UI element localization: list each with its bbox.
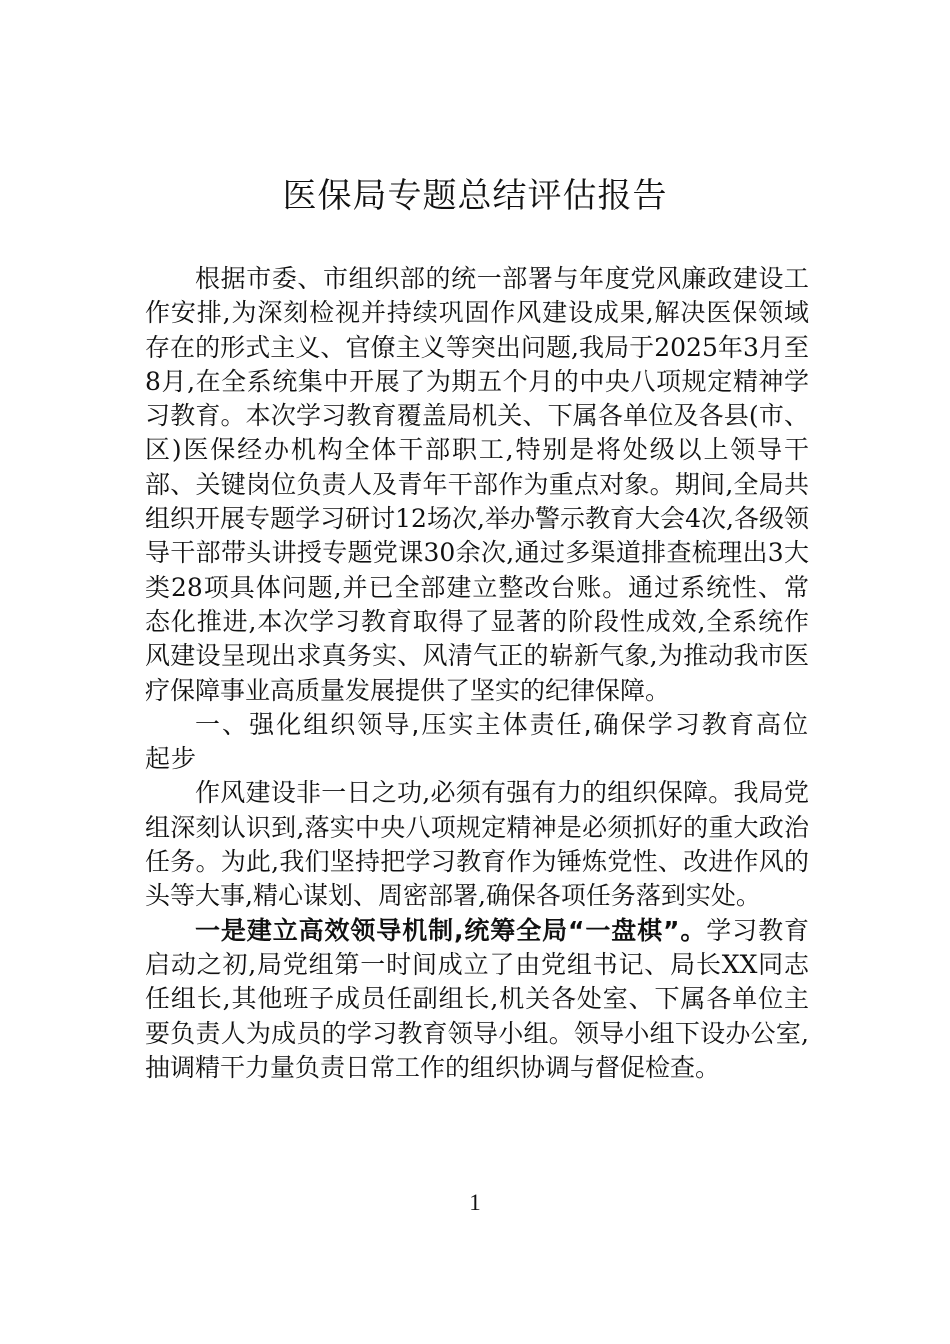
section-heading-1: 一、强化组织领导,压实主体责任,确保学习教育高位起步 bbox=[145, 709, 809, 774]
section-1-paragraph: 作风建设非一日之功,必须有强有力的组织保障。我局党组深刻认识到,落实中央八项规定精神是必须抓好的重大政治任务。为此,我们坚持把学习教育作为锤炼党性、改进作风的头等大事,精心谋划、周密部署,确保各项任务落到实处。 bbox=[145, 778, 809, 911]
page-title: 医保局专题总结评估报告 bbox=[282, 176, 668, 216]
point-1-paragraph bbox=[145, 914, 809, 1085]
page-number: 1 bbox=[469, 1190, 481, 1215]
point-1-lead: 一是建立高效领导机制,统筹全局“一盘棋”。 bbox=[195, 915, 707, 945]
intro-paragraph: 根据市委、市组织部的统一部署与年度党风廉政建设工作安排,为深刻检视并持续巩固作风建设成果,解决医保领域存在的形式主义、官僚主义等突出问题,我局于2025年3月至8月,在全系统集中开展了为期五个月的中央八项规定精神学习教育。本次学习教育覆盖局机关、下属各单位及各县(市、区)医保经办机构全体干部职工,特别是将处级以上领导干部、关键岗位负责人及青年干部作为重点对象。期间,全局共组织开展专题学习研讨12场次,举办警示教育大会4次,各级领导干部带头讲授专题党课30余次,通过多渠道排查梳理出3大类28项具体问题,并已全部建立整改台账。通过系统性、常态化推进,本次学习教育取得了显著的阶段性成效,全系统作风建设呈现出求真务实、风清气正的崭新气象,为推动我市医疗保障事业高质量发展提供了坚实的纪律保障。 bbox=[145, 264, 809, 705]
document-body bbox=[145, 262, 809, 1085]
point-1-text: 学习教育启动之初,局党组第一时间成立了由党组书记、局长XX同志任组长,其他班子成员任副组长,机关各处室、下属各单位主要负责人为成员的学习教育领导小组。领导小组下设办公室,抽调精干力量负责日常工作的组织协调与督促检查。 bbox=[145, 915, 809, 1082]
